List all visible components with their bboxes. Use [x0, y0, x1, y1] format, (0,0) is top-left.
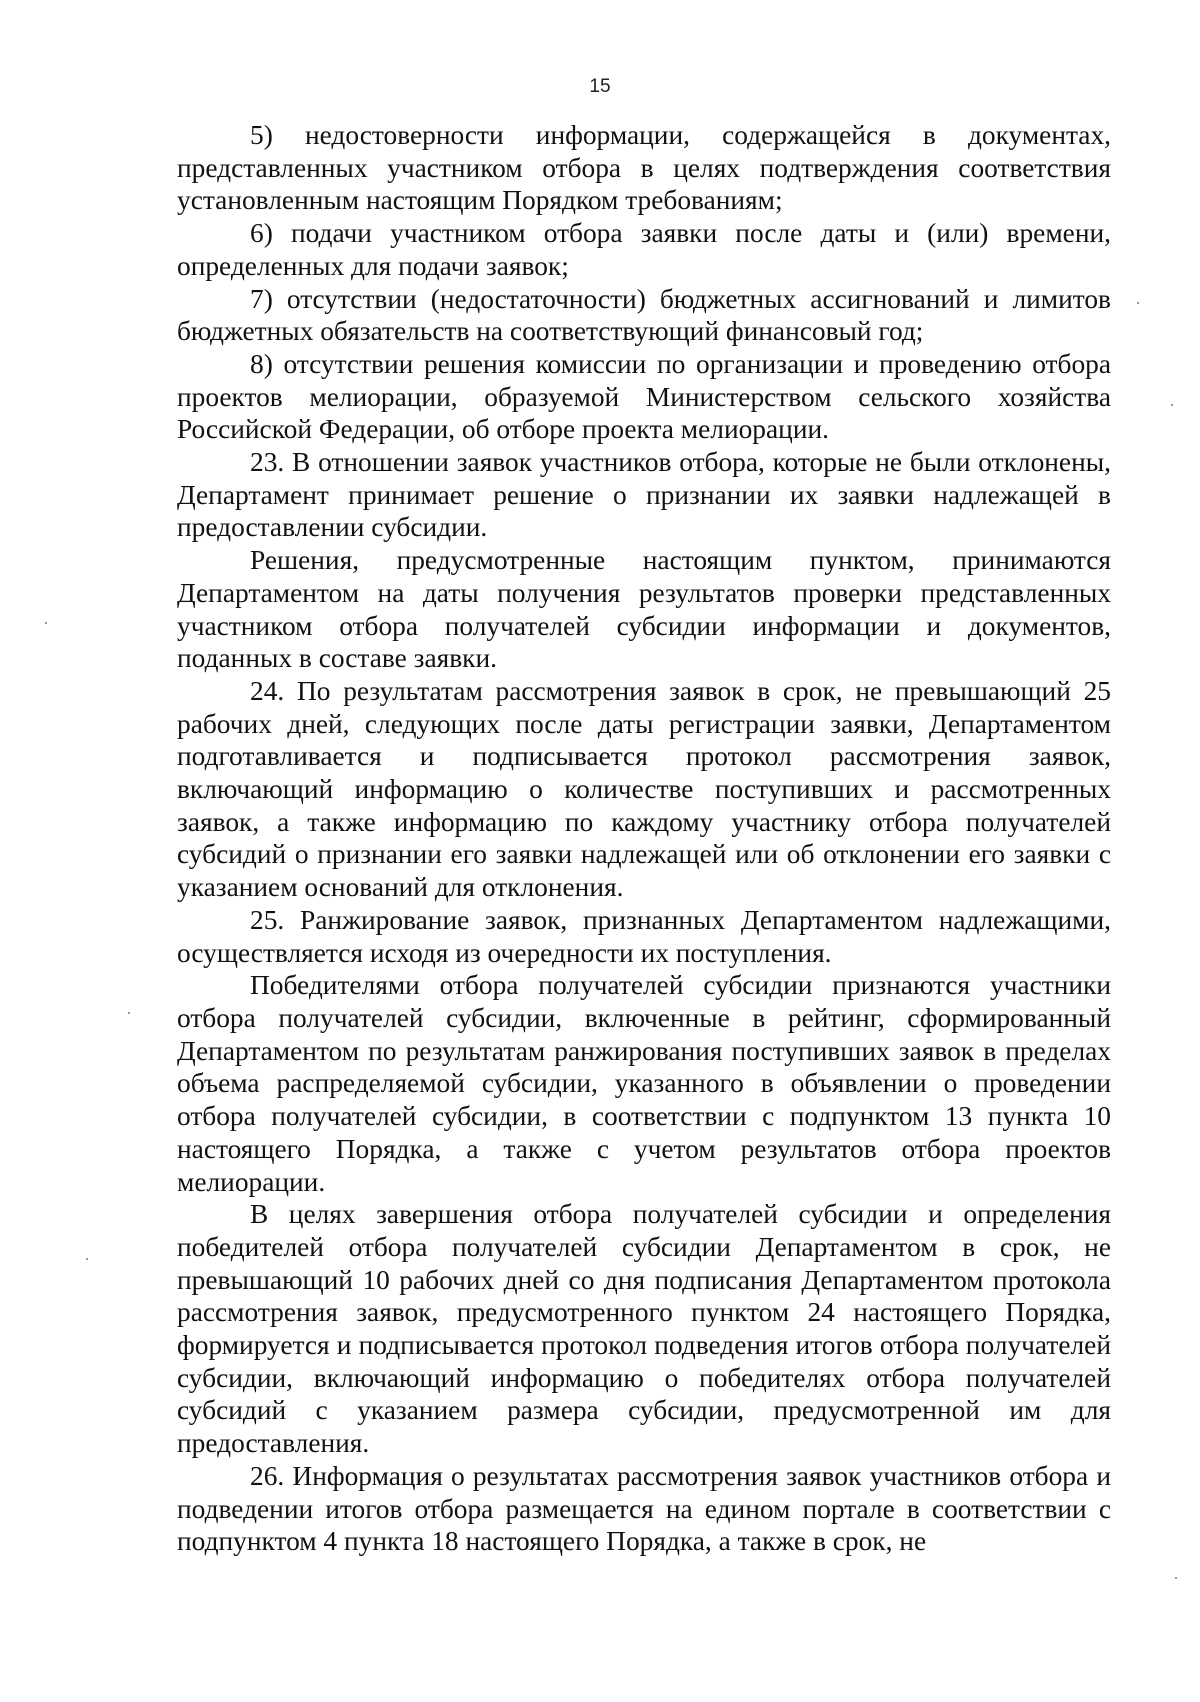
paragraph-item-7: 7) отсутствии (недостаточности) бюджетных ассигнований и лимитов бюджетных обязательств на соответствующий финансовый год; — [177, 283, 1111, 347]
paragraph-item-8: 8) отсутствии решения комиссии по организации и проведению отбора проектов мелиорации, образуемой Министерством сельского хозяйства Российской Федерации, об отборе проекта мелиорации. — [177, 348, 1111, 445]
paragraph-section-24: 24. По результатам рассмотрения заявок в срок, не превышающий 25 рабочих дней, следующих после даты регистрации заявки, Департаментом подготавливается и подписывается протокол рассмотрения заявок, включающий информацию о количестве поступивших и рассмотренных заявок, а также информацию по каждому участнику отбора получателей субсидий о признании его заявки надлежащей или об отклонении его заявки с указанием оснований для отклонения. — [177, 675, 1111, 903]
paragraph-completion: В целях завершения отбора получателей субсидии и определения победителей отбора получателей субсидии Департаментом в срок, не превышающий 10 рабочих дней со дня подписания Департаментом протокола рассмотрения заявок, предусмотренного пунктом 24 настоящего Порядка, формируется и подписывается протокол подведения итогов отбора получателей субсидии, включающий информацию о победителях отбора получателей субсидий с указанием размера субсидии, предусмотренной им для предоставления. — [177, 1199, 1111, 1459]
paragraph-item-5: 5) недостоверности информации, содержащейся в документах, представленных участником отбора в целях подтверждения соответствия установленным настоящим Порядком требованиям; — [177, 120, 1111, 216]
paragraph-section-26: 26. Информация о результатах рассмотрения заявок участников отбора и подведении итогов отбора размещается на едином портале в соответствии с подпунктом 4 пункта 18 настоящего Порядка, а также в срок, не — [177, 1460, 1111, 1557]
page-number: 15 — [589, 76, 611, 97]
scan-speck — [1137, 302, 1139, 304]
scan-speck — [1175, 1577, 1177, 1579]
document-body — [177, 119, 1111, 1558]
scan-speck — [86, 1258, 88, 1260]
scan-speck — [1171, 404, 1173, 406]
paragraph-decisions: Решения, предусмотренные настоящим пунктом, принимаются Департаментом на даты получения результатов проверки представленных участником отбора получателей субсидии информации и документов, поданных в составе заявки. — [177, 545, 1111, 674]
paragraph-section-23: 23. В отношении заявок участников отбора, которые не были отклонены, Департамент принимает решение о признании их заявки надлежащей в предоставлении субсидии. — [177, 447, 1111, 543]
paragraph-item-6: 6) подачи участником отбора заявки после даты и (или) времени, определенных для подачи заявок; — [177, 218, 1111, 281]
paragraph-section-25: 25. Ранжирование заявок, признанных Департаментом надлежащими, осуществляется исходя из очередности их поступления. — [177, 904, 1111, 968]
scan-speck — [128, 1012, 130, 1014]
scan-speck — [45, 622, 47, 624]
paragraph-winners: Победителями отбора получателей субсидии признаются участники отбора получателей субсидии, включенные в рейтинг, сформированный Департаментом по результатам ранжирования поступивших заявок в пределах объема распределяемой субсидии, указанного в объявлении о проведении отбора получателей субсидии, в соответствии с подпунктом 13 пункта 10 настоящего Порядка, а также с учетом результатов отбора проектов мелиорации. — [177, 970, 1111, 1197]
